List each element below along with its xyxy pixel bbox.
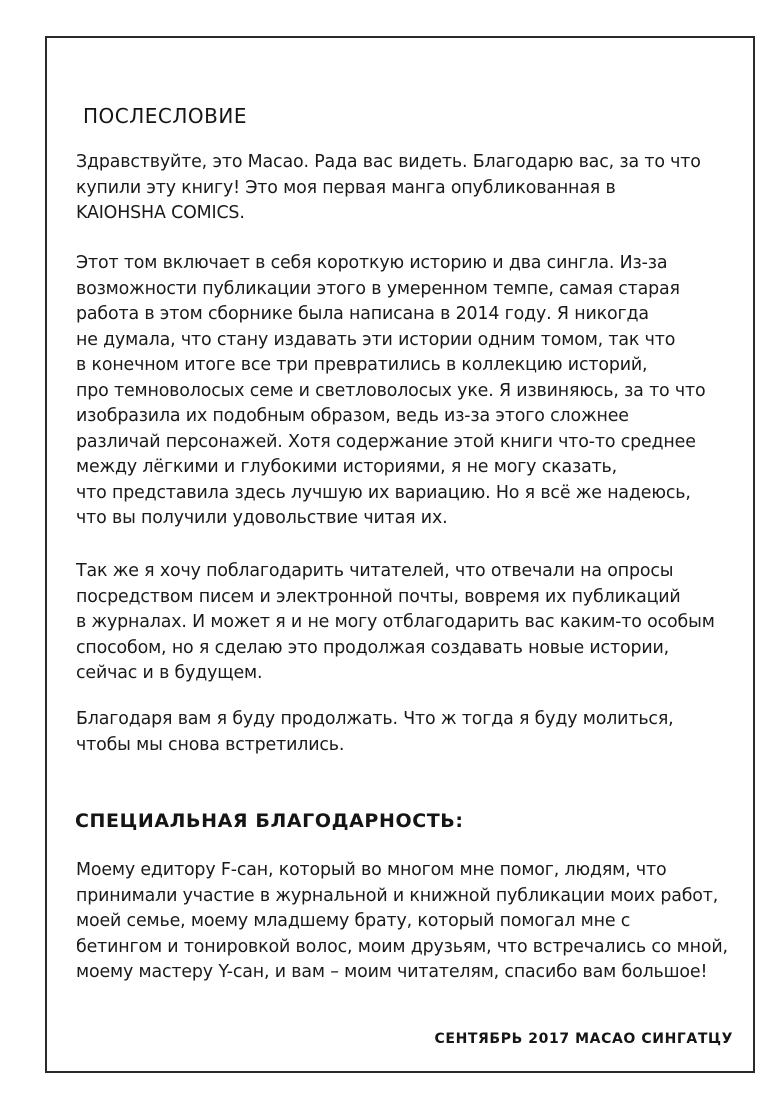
text-line: Этот том включает в себя короткую историю и два сингла. Из-за (76, 253, 668, 273)
text-line: моему мастеру Y-сан, и вам – моим читателям, спасибо вам большое! (76, 962, 708, 982)
text-line: различай персонажей. Хотя содержание этой книги что-то среднее (76, 431, 696, 452)
text-line: что представила здесь лучшую их вариацию. Но я всё же надеюсь, (76, 482, 691, 503)
text-line: чтобы мы снова встретились. (76, 734, 345, 755)
text-line: изобразила их подобным образом, ведь из-за этого сложнее (76, 406, 629, 426)
text-line: в журналах. И может я и не могу отблагодарить вас каким-то особым (76, 612, 715, 632)
text-line: моей семье, моему младшему брату, который помогал мне с (76, 911, 631, 931)
text-line: Здравствуйте, это Масао. Рада вас видеть. Благодарю вас, за то что (76, 152, 701, 172)
page-frame (45, 36, 755, 1073)
special-thanks-title: СПЕЦИАЛЬНАЯ БЛАГОДАРНОСТЬ: (75, 810, 464, 832)
text-line: не думала, что стану издавать эти истории одним томом, так что (76, 329, 676, 350)
afterword-paragraph-4 (76, 707, 674, 758)
special-thanks-paragraph (76, 858, 728, 986)
text-line: посредством писем и электронной почты, вовремя их публикаций (76, 586, 681, 607)
text-line: работа в этом сборнике была написана в 2014 году. Я никогда (76, 304, 649, 324)
text-line: возможности публикации этого в умеренном темпе, самая старая (76, 278, 680, 299)
afterword-paragraph-1 (76, 150, 701, 227)
text-line: способом, но я сделаю это продолжая создавать новые истории, (76, 637, 670, 658)
text-line: между лёгкими и глубокими историями, я не могу сказать, (76, 457, 618, 477)
signature: СЕНТЯБРЬ 2017 МАСАО СИНГАТЦУ (434, 1031, 733, 1047)
text-line: про темноволосых семе и светловолосых уке. Я извиняюсь, за то что (76, 380, 706, 401)
afterword-paragraph-3 (76, 559, 715, 687)
text-line: Моему едитору F-сан, который во многом мне помог, людям, что (76, 860, 667, 880)
afterword-title: ПОСЛЕСЛОВИЕ (83, 104, 247, 128)
text-line: что вы получили удовольствие читая их. (76, 508, 448, 528)
text-line: в конечном итоге все три превратились в коллекцию историй, (76, 355, 648, 375)
text-line: сейчас и в будущем. (76, 663, 263, 683)
text-line: бетингом и тонировкой волос, моим друзьям, что встречались со мной, (76, 936, 728, 957)
text-line: принимали участие в журнальной и книжной публикации моих работ, (76, 885, 719, 906)
text-line: Благодаря вам я буду продолжать. Что ж тогда я буду молиться, (76, 709, 674, 729)
text-line: купили эту книгу! Это моя первая манга опубликованная в (76, 177, 616, 198)
afterword-paragraph-2 (76, 251, 706, 532)
text-line: KAIOHSHA COMICS. (76, 203, 245, 223)
text-line: Так же я хочу поблагодарить читателей, что отвечали на опросы (76, 561, 674, 581)
